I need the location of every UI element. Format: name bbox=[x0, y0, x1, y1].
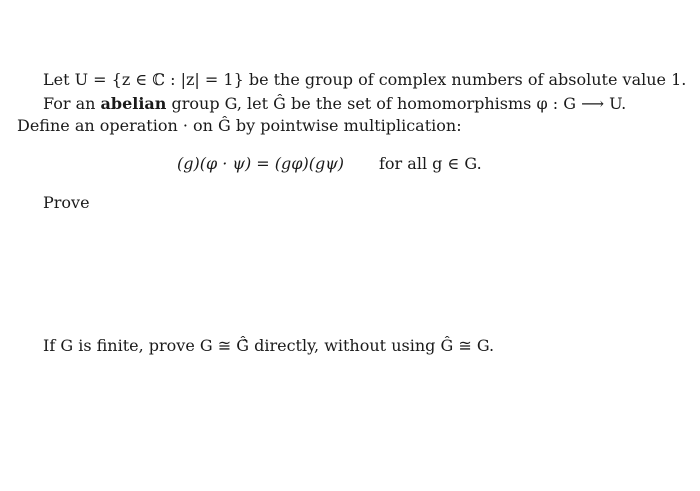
paragraph-line-3: Define an operation · on Ĝ by pointwise multiplication: bbox=[17, 116, 462, 135]
equation-lhs: (g)(φ · ψ) = (gφ)(gψ) bbox=[177, 154, 344, 173]
paragraph-line-2-pre: For an bbox=[43, 94, 101, 113]
paragraph-line-2 bbox=[43, 94, 626, 114]
paragraph-line-1: Let U = {z ∈ ℂ : |z| = 1} be the group of complex numbers of absolute value 1. bbox=[43, 70, 687, 89]
prove-label: Prove bbox=[43, 193, 90, 212]
equation-condition: for all g ∈ G. bbox=[379, 154, 482, 173]
task-statement: If G is finite, prove G ≅ Ĝ̂ directly, without using Ĝ ≅ G. bbox=[43, 336, 495, 355]
paragraph-line-2-post: group G, let Ĝ be the set of homomorphisms φ : G ⟶ U. bbox=[166, 94, 627, 113]
abelian-term: abelian bbox=[100, 94, 167, 113]
